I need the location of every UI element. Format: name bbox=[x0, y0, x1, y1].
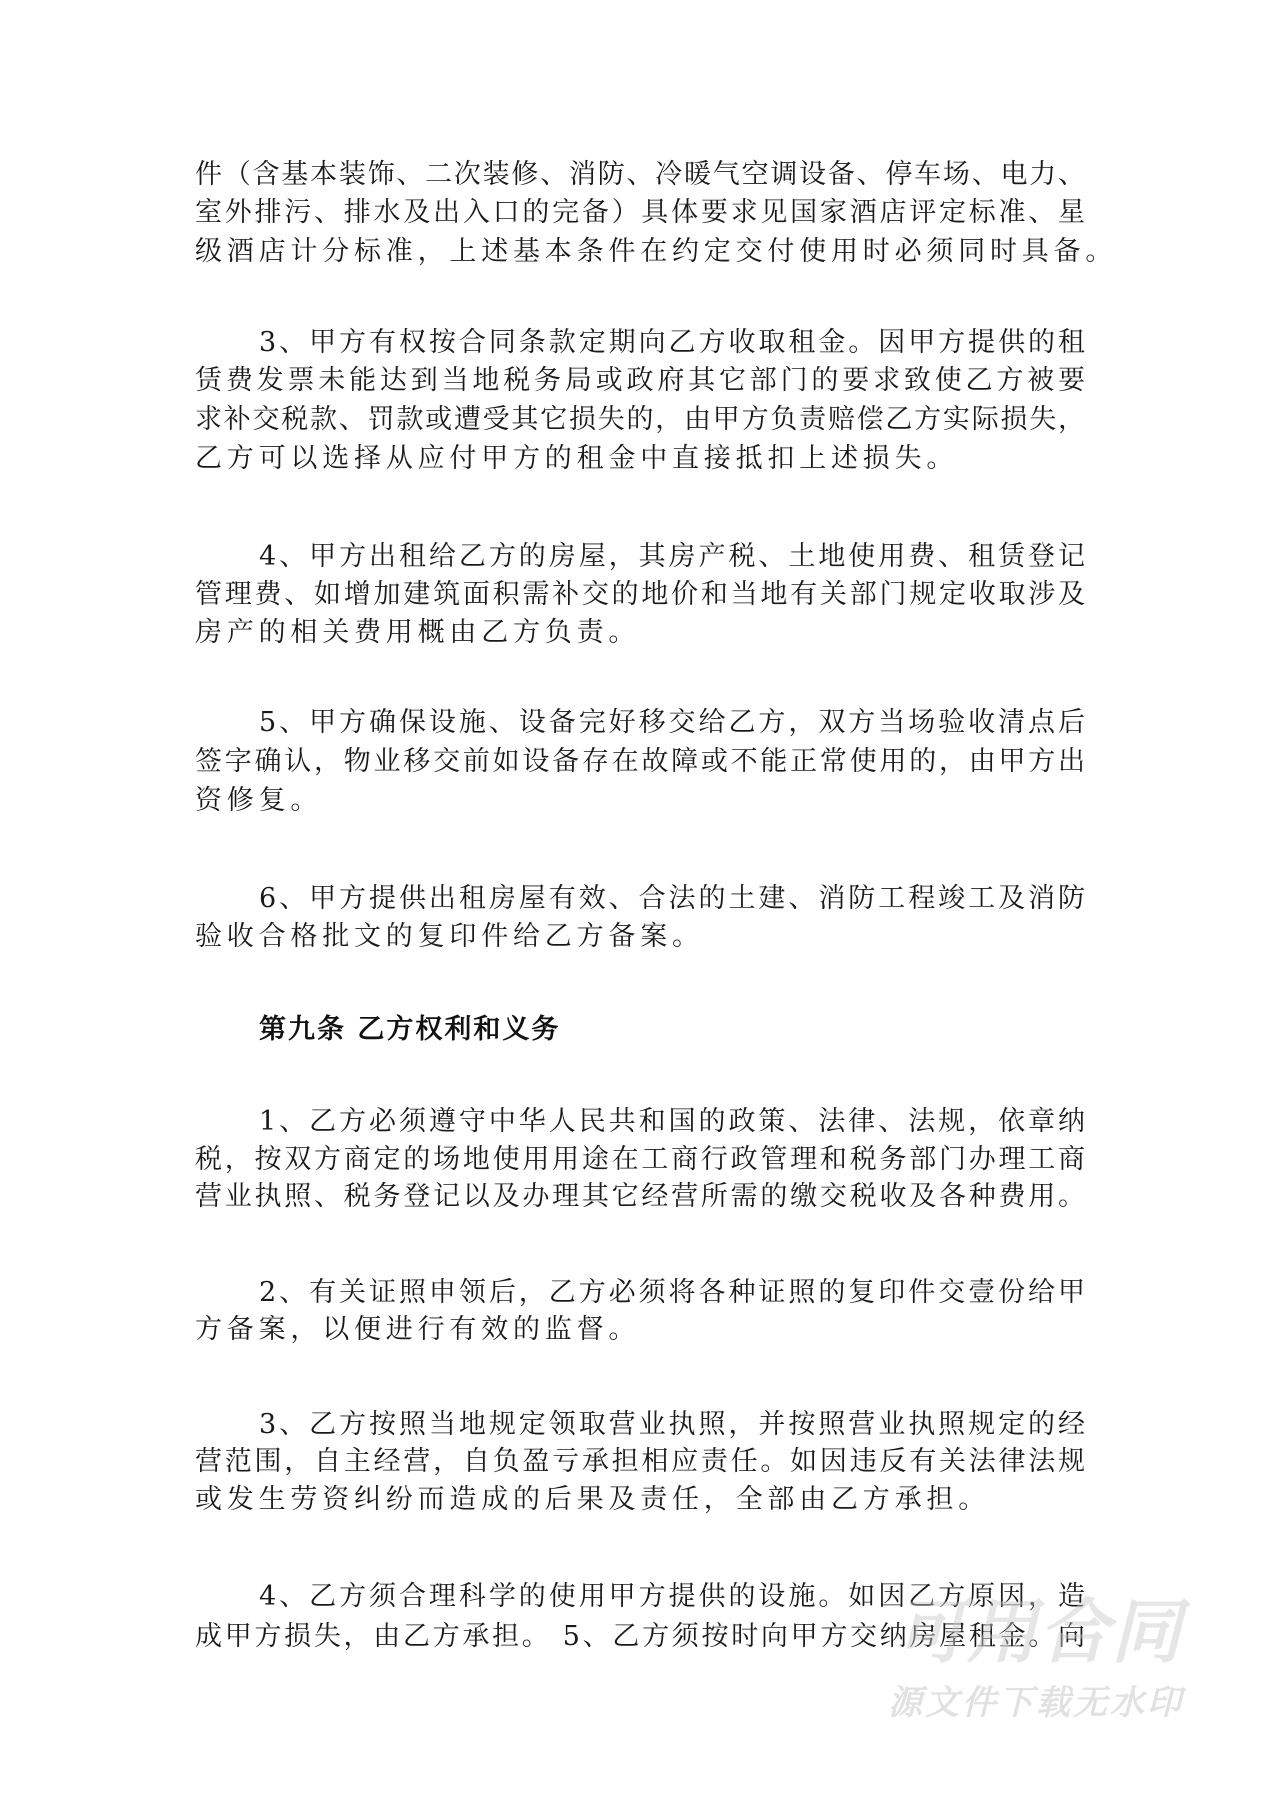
paragraph-line: 4、乙方须合理科学的使用甲方提供的设施。如因乙方原因，造 bbox=[259, 1581, 1085, 1612]
watermark-subtext: 源文件下载无水印 bbox=[888, 1683, 1184, 1723]
paragraph-line: 5、甲方确保设施、设备完好移交给乙方，双方当场验收清点后 bbox=[259, 707, 1085, 738]
paragraph-line: 3、乙方按照当地规定领取营业执照，并按照营业执照规定的经 bbox=[259, 1409, 1085, 1440]
paragraph-line: 资修复。 bbox=[195, 785, 323, 816]
paragraph-line: 室外排污、排水及出入口的完备）具体要求见国家酒店评定标准、星 bbox=[195, 197, 1085, 228]
paragraph-line: 税，按双方商定的场地使用用途在工商行政管理和税务部门办理工商 bbox=[195, 1144, 1085, 1175]
paragraph-line: 件（含基本装饰、二次装修、消防、冷暖气空调设备、停车场、电力、 bbox=[195, 159, 1085, 190]
section-heading: 第九条 乙方权利和义务 bbox=[259, 1014, 561, 1045]
paragraph-line: 3、甲方有权按合同条款定期向乙方收取租金。因甲方提供的租 bbox=[259, 327, 1085, 358]
paragraph-line: 管理费、如增加建筑面积需补交的地价和当地有关部门规定收取涉及 bbox=[195, 579, 1085, 610]
paragraph-line: 1、乙方必须遵守中华人民共和国的政策、法律、法规，依章纳 bbox=[259, 1106, 1085, 1137]
paragraph-line: 或发生劳资纠纷而造成的后果及责任，全部由乙方承担。 bbox=[195, 1484, 990, 1515]
paragraph-line: 成甲方损失，由乙方承担。 5、乙方须按时向甲方交纳房屋租金。向 bbox=[195, 1621, 1085, 1652]
paragraph-line: 营业执照、税务登记以及办理其它经营所需的缴交税收及各种费用。 bbox=[195, 1181, 1085, 1212]
paragraph-line: 2、有关证照申领后，乙方必须将各种证照的复印件交壹份给甲 bbox=[259, 1277, 1085, 1308]
paragraph-line: 6、甲方提供出租房屋有效、合法的土建、消防工程竣工及消防 bbox=[259, 883, 1085, 914]
paragraph-line: 乙方可以选择从应付甲方的租金中直接抵扣上述损失。 bbox=[195, 443, 959, 474]
paragraph-line: 签字确认，物业移交前如设备存在故障或不能正常使用的，由甲方出 bbox=[195, 746, 1085, 777]
paragraph-line: 级酒店计分标准，上述基本条件在约定交付使用时必须同时具备。 bbox=[195, 236, 1118, 267]
paragraph-line: 方备案，以便进行有效的监督。 bbox=[195, 1314, 641, 1345]
paragraph-line: 4、甲方出租给乙方的房屋，其房产税、土地使用费、租赁登记 bbox=[259, 541, 1085, 572]
paragraph-line: 赁费发票未能达到当地税务局或政府其它部门的要求致使乙方被要 bbox=[195, 365, 1085, 396]
paragraph-line: 房产的相关费用概由乙方负责。 bbox=[195, 617, 641, 648]
paragraph-line: 营范围，自主经营，自负盈亏承担相应责任。如因违反有关法律法规 bbox=[195, 1446, 1085, 1477]
paragraph-line: 验收合格批文的复印件给乙方备案。 bbox=[195, 921, 704, 952]
paragraph-line: 求补交税款、罚款或遭受其它损失的，由甲方负责赔偿乙方实际损失， bbox=[195, 404, 1085, 435]
watermark-logo: 可用合同 bbox=[895, 1591, 1183, 1673]
